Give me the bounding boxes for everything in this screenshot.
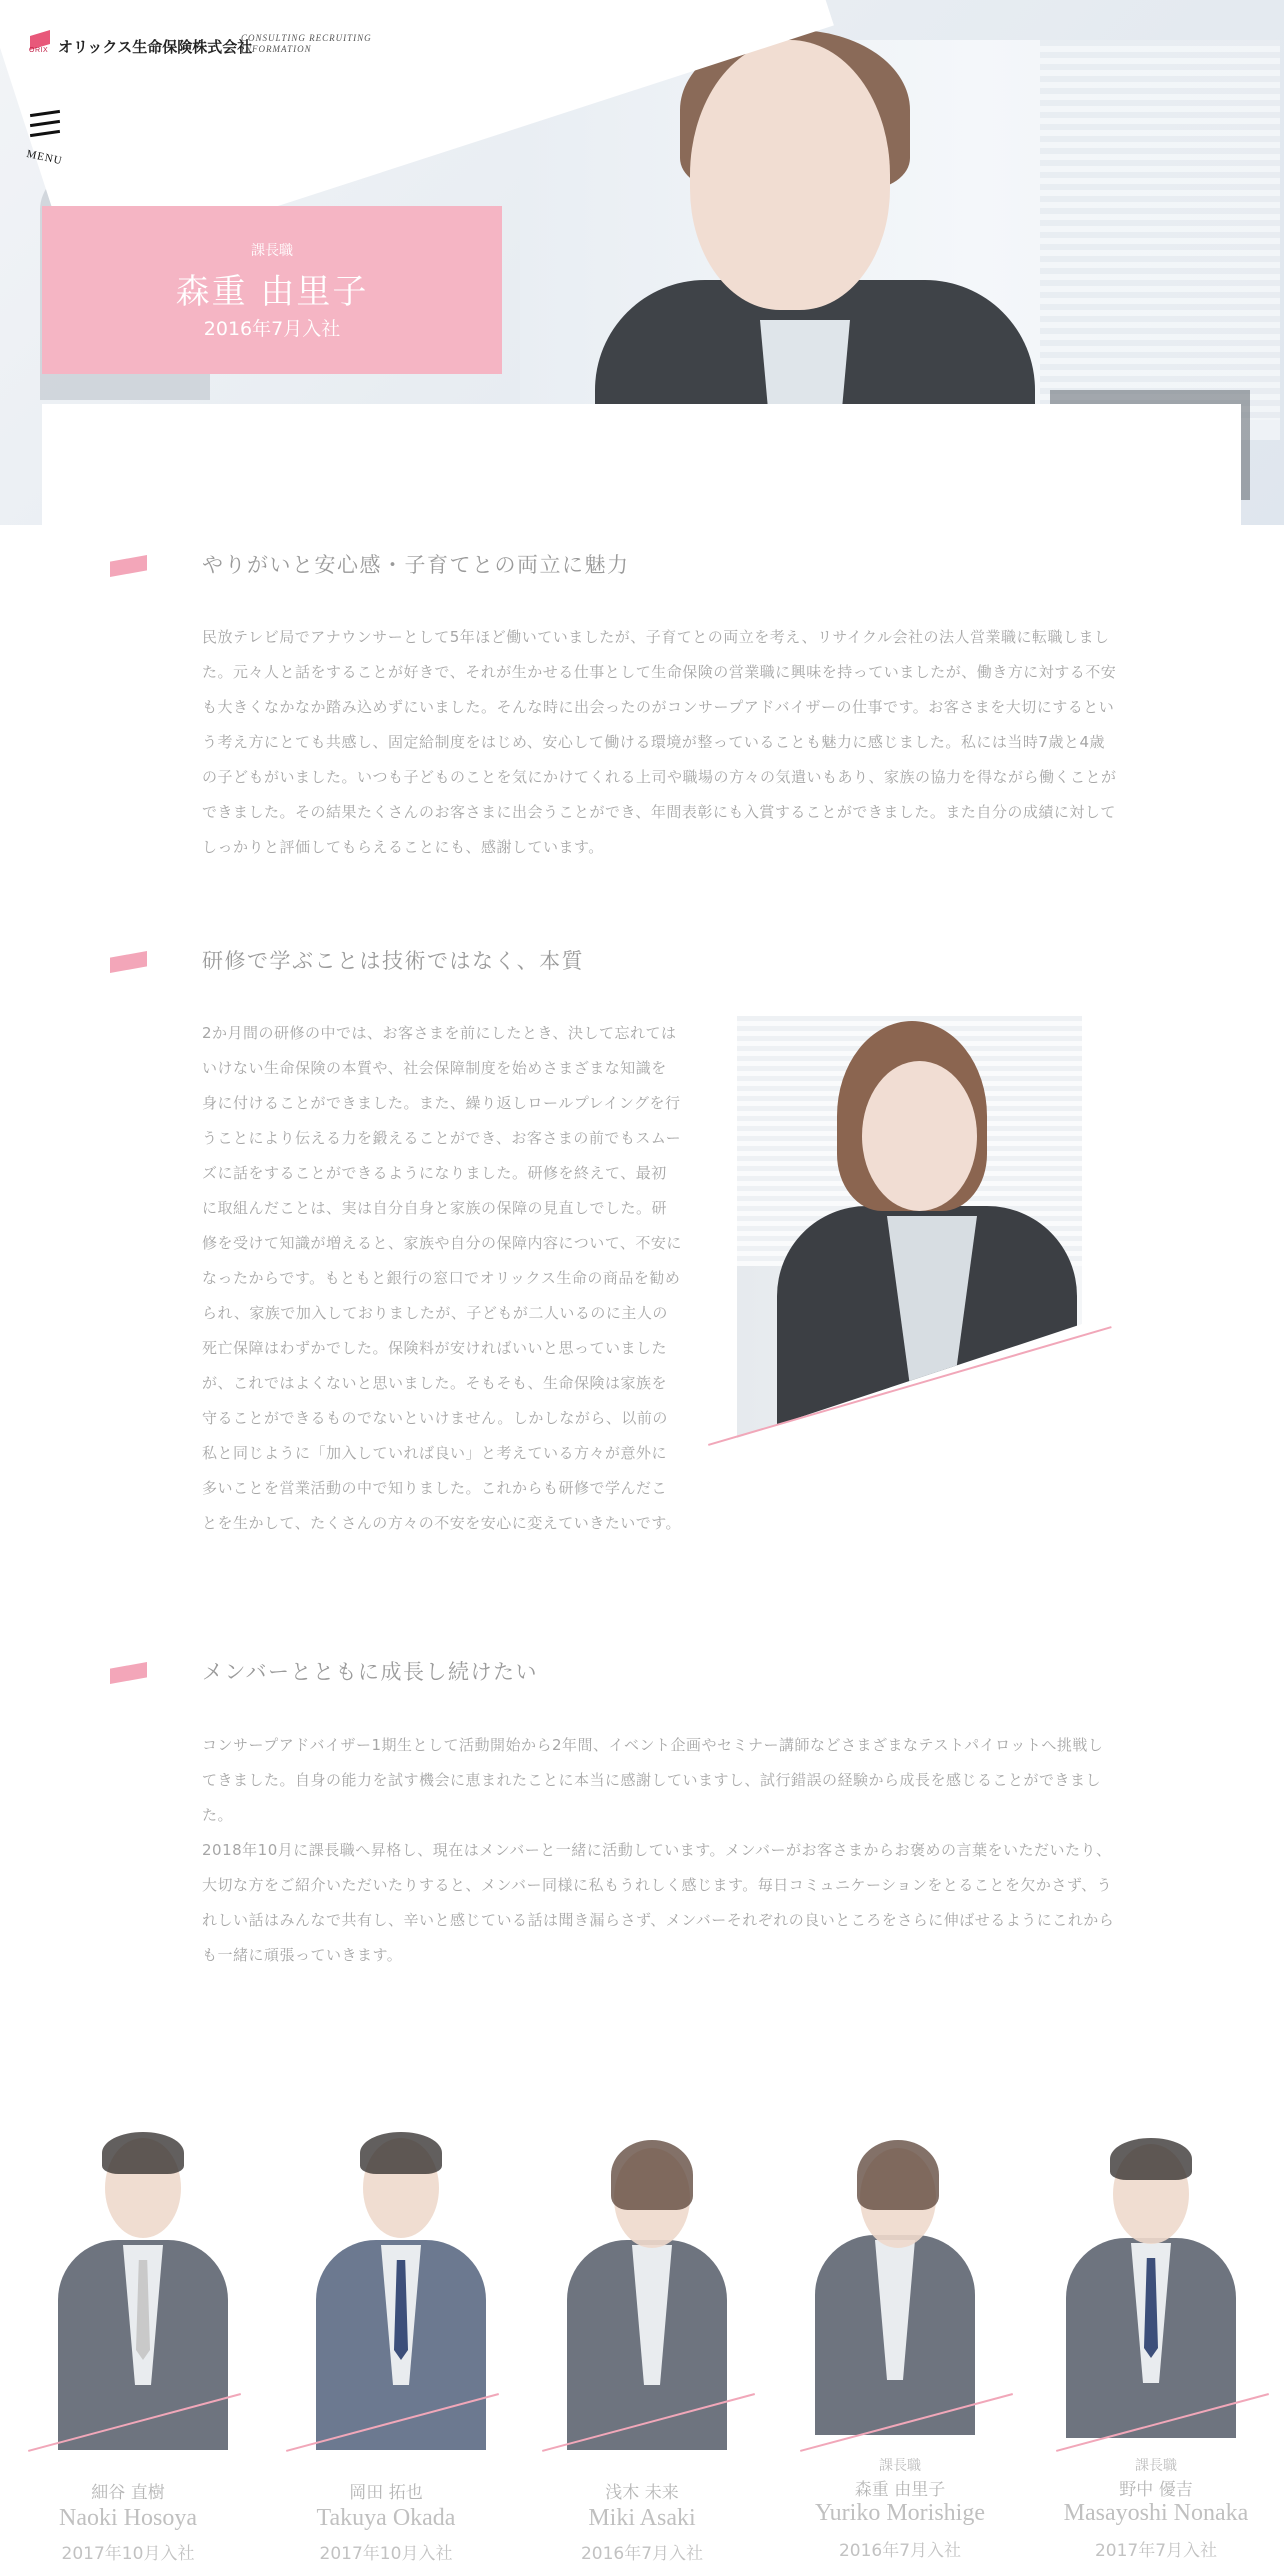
- member-hair: [611, 2140, 693, 2210]
- member-hair: [1110, 2138, 1192, 2180]
- hamburger-icon: [30, 110, 60, 117]
- profile-card: [42, 206, 502, 374]
- member-joined: 2017年10月入社: [61, 2544, 195, 2564]
- member-name-en: Naoki Hosoya: [59, 2505, 197, 2531]
- member-name-en: Miki Asaki: [588, 2505, 696, 2531]
- section-marker-icon: [110, 951, 147, 973]
- member-name-ja: 細谷 直樹: [91, 2483, 165, 2503]
- site-subtitle-line2: INFORMATION: [241, 44, 312, 54]
- site-subtitle-line1: CONSULTING RECRUITING: [241, 33, 372, 43]
- member-role: 課長職: [879, 2458, 921, 2474]
- profile-role: 課長職: [251, 243, 293, 259]
- menu-label: MENU: [25, 148, 64, 168]
- member-name-en: Takuya Okada: [316, 2505, 456, 2531]
- member-card[interactable]: [266, 2120, 506, 2568]
- member-card[interactable]: [1036, 2120, 1276, 2568]
- photo-person-shirt: [887, 1216, 977, 1416]
- section-paragraph: コンサープアドバイザー1期生として活動開始から2年間、イベント企画やセミナー講師などさまざまなテストパイロットへ挑戦してきました。自身の能力を試す機会に恵まれたことに本当に感謝していますし、試行錯誤の経験から成長を感じることができました。: [202, 1736, 1104, 1824]
- member-hair: [360, 2132, 442, 2174]
- section-marker-icon: [110, 1662, 147, 1684]
- member-name-en: Masayoshi Nonaka: [1063, 2500, 1249, 2526]
- member-joined: 2017年10月入社: [319, 2544, 453, 2564]
- profile-name: 森重 由里子: [175, 272, 369, 312]
- member-card[interactable]: [8, 2120, 248, 2568]
- company-name: オリックス生命保険株式会社: [58, 38, 253, 56]
- member-name-en: Yuriko Morishige: [815, 2500, 985, 2526]
- window-blinds: [1040, 40, 1280, 420]
- member-card[interactable]: [780, 2120, 1020, 2568]
- logo-mark-text: ORIX: [29, 47, 49, 54]
- member-name-ja: 浅木 未来: [605, 2483, 679, 2503]
- section-title: やりがいと安心感・子育てとの両立に魅力: [202, 553, 630, 577]
- member-joined: 2016年7月入社: [580, 2544, 704, 2564]
- member-name-ja: 岡田 拓也: [349, 2483, 423, 2503]
- member-joined: 2017年7月入社: [1094, 2541, 1218, 2561]
- profile-joined: 2016年7月入社: [203, 318, 341, 340]
- section-paragraph: 2018年10月に課長職へ昇格し、現在はメンバーと一緒に活動しています。メンバーがお客さまからお褒めの言葉をいただいたり、大切な方をご紹介いただいたりすると、メンバー同様に私もうれしく感じます。毎日コミュニケーションをとることを欠かさず、うれしい話はみんなで共有し、辛いと感じている話は聞き漏らさず、メンバーそれぞれの良いところをさらに伸ばせるようにこれからも一緒に頑張っていきます。: [202, 1841, 1115, 1964]
- section-photo: [737, 1016, 1082, 1438]
- section-body: 民放テレビ局でアナウンサーとして5年ほど働いていましたが、子育てとの両立を考え、リサイクル会社の法人営業職に転職しました。元々人と話をすることが好きで、それが生かせる仕事として生命保険の営業職に興味を持っていましたが、働き方に対する不安も大きくなかなか踏み込めずにいました。そんな時に出会ったのがコンサープアドバイザーの仕事です。お客さまを大切にするという考え方にとても共感し、固定給制度をはじめ、安心して働ける環境が整っていることも魅力に感じました。私には当時7歳と4歳の子どもがいました。いつも子どものことを気にかけてくれる上司や職場の方々の気遣いもあり、家族の協力を得ながら働くことができました。その結果たくさんのお客さまに出会うことができ、年間表彰にも入賞することができました。また自分の成績に対してしっかりと評価してもらえることにも、感謝しています。: [202, 628, 1117, 856]
- section-title: 研修で学ぶことは技術ではなく、本質: [202, 949, 585, 973]
- member-name-ja: 森重 由里子: [854, 2480, 946, 2500]
- member-hair: [102, 2132, 184, 2174]
- member-name-ja: 野中 優吉: [1119, 2480, 1193, 2500]
- section-body: 2か月間の研修の中では、お客さまを前にしたとき、決して忘れてはいけない生命保険の本質や、社会保障制度を始めさまざまな知識を身に付けることができました。また、繰り返しロールプレイングを行うことにより伝える力を鍛えることができ、お客さまの前でもスムーズに話をすることができるようになりました。研修を終えて、最初に取組んだことは、実は自分自身と家族の保障の見直しでした。研修を受けて知識が増えると、家族や自分の保障内容について、不安になったからです。もともと銀行の窓口でオリックス生命の商品を勧められ、家族で加入しておりましたが、子どもが二人いるのに主人の死亡保障はわずかでした。保険料が安ければいいと思っていましたが、これではよくないと思いました。そもそも、生命保険は家族を守ることができるものでないといけません。しかしながら、以前の私と同じように「加入していれば良い」と考えている方々が意外に多いことを営業活動の中で知りました。これからも研修で学んだことを生かして、たくさんの方々の不安を安心に変えていきたいです。: [202, 1024, 682, 1532]
- section-body: [202, 1728, 1117, 1973]
- site-subtitle: [241, 33, 372, 55]
- menu-button[interactable]: [25, 108, 72, 168]
- member-role: 課長職: [1135, 2458, 1177, 2474]
- member-joined: 2016年7月入社: [838, 2541, 962, 2561]
- section-title: メンバーとともに成長し続けたい: [202, 1660, 539, 1684]
- photo-person-face: [862, 1061, 977, 1211]
- member-card[interactable]: [522, 2120, 762, 2568]
- hero-person-face: [690, 40, 890, 310]
- member-hair: [857, 2140, 939, 2210]
- content-panel: [42, 404, 1241, 534]
- hamburger-icon-line: [30, 130, 60, 137]
- section-marker-icon: [110, 555, 147, 577]
- hamburger-icon-line: [30, 120, 60, 127]
